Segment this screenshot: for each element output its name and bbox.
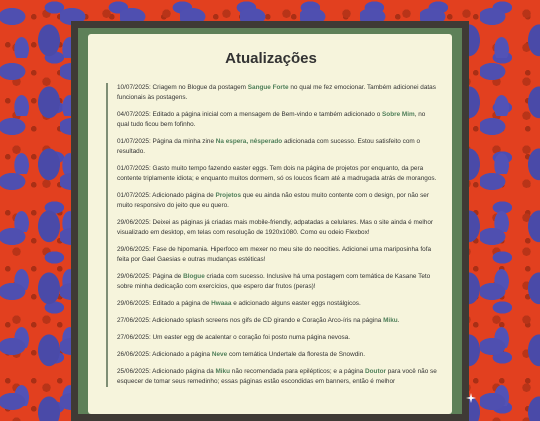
update-entry: 29/06/2025: Página de Blogue criada com sucesso. Inclusive há uma postagem com temática de Kasane Teto sobre minha dedicação com exercícios, que espero dar frutos (peras)! — [117, 273, 431, 290]
link-sangue-forte[interactable]: Sangue Forte — [247, 84, 289, 91]
sparkle-icon — [466, 393, 476, 403]
updates-panel — [88, 34, 452, 414]
update-entry: 27/06/2025: Adicionado splash screens nos gifs de CD girando e Coração Arco-íris na página Miku. — [117, 317, 400, 324]
update-entry: 01/07/2025: Adicionado página de Projetos que eu ainda não estou muito contente com o design, por não ser muito responsivo do jeito que eu quero. — [117, 192, 429, 209]
link-hwaaa[interactable]: Hwaaa — [211, 300, 232, 307]
update-entry: 27/06/2025: Um easter egg de acalentar o coração foi posto numa página nevosa. — [117, 334, 351, 341]
link-miku[interactable]: Miku — [383, 317, 398, 324]
link-na-espera[interactable]: Na espera, nêsperado — [215, 138, 283, 145]
link-sobre-mim[interactable]: Sobre Mim — [382, 111, 415, 118]
page-title: Atualizações — [225, 50, 317, 67]
update-entry: 10/07/2025: Criagem no Blogue da postagem Sangue Forte no qual me fez emocionar. Também adicionei datas funcionais às postagens. — [117, 84, 436, 101]
update-entry: 29/06/2025: Fase de hipomania. Hiperfoco em mexer no meu site do neocities. Adicionei uma mariposinha fofa feita por Gael Gaesias e outras mudanças estéticas! — [117, 246, 432, 263]
link-blogue[interactable]: Blogue — [183, 273, 205, 280]
update-entry: 01/07/2025: Gasto muito tempo fazendo easter eggs. Tem dois na página de projetos por enquanto, da pera contente triplamente idiota; e enquanto muitos dormem, só os loucos ficam até a madrugada atrás de morangos. — [117, 165, 437, 182]
link-projetos[interactable]: Projetos — [215, 192, 242, 199]
update-entry: 29/06/2025: Editado a página de Hwaaa e adicionado alguns easter eggs nostálgicos. — [117, 300, 361, 307]
link-neve[interactable]: Neve — [211, 351, 228, 358]
content-border — [78, 28, 462, 414]
link-doutor[interactable]: Doutor — [365, 368, 386, 375]
update-entry: 29/06/2025: Deixei as páginas já criadas mais mobile-friendly, adpatadas a celulares. Mas o site ainda é melhor visualizado em desktop, em telas com resolução de 1920x1080. Como eu odeio Flexbox! — [117, 219, 434, 236]
update-entry: 26/06/2025: Adicionado a página Neve com temática Undertale da floresta de Snowdin. — [117, 351, 365, 358]
updates-log — [106, 83, 438, 387]
update-entry: 25/06/2025: Adicionado página da Miku não recomendada para epilépticos; e a página Doutor para você não se esquecer de tomar seus remedinho; essas páginas estão escondidas em banners, então é melhor — [117, 368, 437, 385]
link-miku[interactable]: Miku — [215, 368, 230, 375]
update-entry: 04/07/2025: Editado a página inicial com a mensagem de Bem-vindo e também adicionado o Sobre Mim, no qual tudo ficou bem fofinho. — [117, 111, 426, 128]
update-entry: 01/07/2025: Página da minha zine Na espera, nêsperado adicionada com sucesso. Estou satisfeito com o resultado. — [117, 138, 421, 155]
site-frame — [71, 21, 469, 421]
